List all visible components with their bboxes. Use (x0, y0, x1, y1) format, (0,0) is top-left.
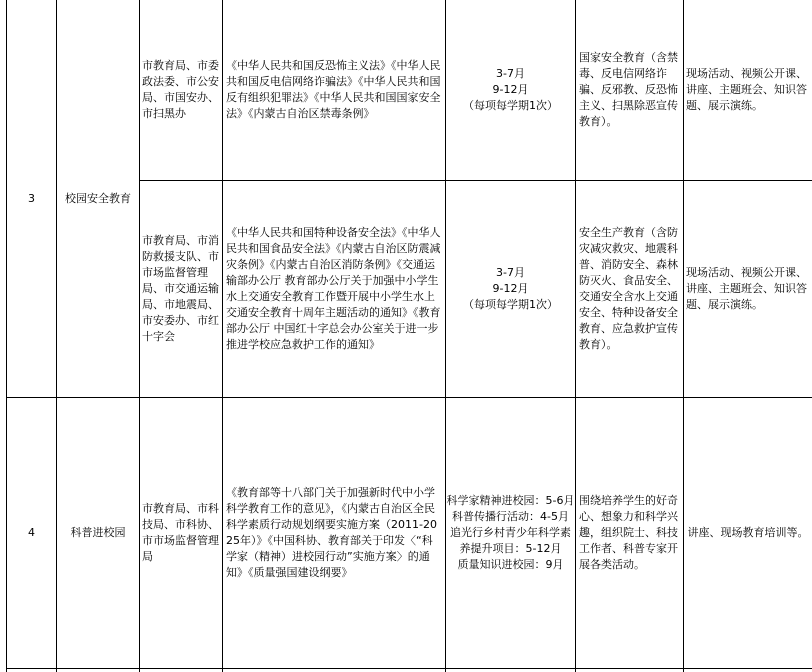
basis-cell (226, 398, 443, 668)
time-cell (446, 398, 575, 668)
time-line: 9-12月 (492, 282, 529, 295)
basis-text: 《教育部等十八部门关于加强新时代中小学科学教育工作的意见》，《内蒙古自治区全民科学素质行动规划纲要实施方案（2011-2025年）》《中国科协、教育部关于印发〈“科学家（精神）进校园行动”实施方案〉的通知》《质量强国建设纲要》 (226, 486, 437, 579)
time-cell (446, 0, 575, 180)
form-cell (686, 181, 810, 397)
basis-text: 《中华人民共和国特种设备安全法》《中华人民共和国食品安全法》《内蒙古自治区防震减灾条例》《内蒙古自治区消防条例》《交通运输部办公厅 教育部办公厅关于加强中小学生水上交通安全教育工作暨开展中小学生水上交通安全教育十周年主题活动的通知》《教育部办公厅 中国红十字总会办公室关于进一步推进学校应急救护工作的通知》 (226, 226, 441, 351)
units-text: 市教育局、市科技局、市科协、市市场监督管理局 (142, 502, 219, 563)
content-text: 国家安全教育（含禁毒、反电信网络诈骗、反邪教、反恐怖主义、扫黑除恶宣传教育）。 (579, 51, 678, 128)
form-cell (686, 398, 810, 668)
basis-cell (226, 0, 443, 180)
table-border-bottom (6, 668, 812, 669)
content-cell (579, 181, 681, 397)
time-line: 追光行乡村青少年科学素养提升项目：5-12月 (450, 526, 571, 555)
form-text: 现场活动、视频公开课、讲座、主题班会、知识答题、展示演练。 (686, 67, 807, 112)
column-divider (222, 0, 223, 672)
time-line: 3-7月 (496, 67, 525, 80)
row-number-text: 4 (28, 526, 35, 539)
time-line: 质量知识进校园：9月 (457, 558, 564, 571)
time-line: （每项每学期1次） (463, 298, 558, 311)
content-text: 围绕培养学生的好奇心、想象力和科学兴趣，组织院士、科技工作者、科普专家开展各类活动。 (579, 494, 678, 571)
row-number-text: 3 (28, 191, 35, 205)
form-text: 现场活动、视频公开课、讲座、主题班会、知识答题、展示演练。 (686, 266, 807, 311)
form-cell (686, 0, 810, 180)
basis-cell (226, 181, 443, 397)
column-divider (575, 0, 576, 672)
topic-text: 校园安全教育 (65, 191, 131, 205)
topic-cell (57, 398, 139, 668)
column-divider (139, 0, 140, 672)
time-line: 科普传播行活动：4-5月 (452, 510, 569, 523)
time-line: 3-7月 (496, 266, 525, 279)
time-line: 科学家精神进校园：5-6月 (446, 494, 575, 507)
units-text: 市教育局、市委政法委、市公安局、市国安办、市扫黑办 (142, 59, 219, 120)
units-cell (142, 0, 221, 180)
time-line: 9-12月 (492, 83, 529, 96)
form-text: 讲座、现场教育培训等。 (687, 526, 809, 539)
content-text: 安全生产教育（含防灾减灾救灾、地震科普、消防安全、森林防灭火、食品安全、交通安全含水上交通安全、特种设备安全教育、应急救护宣传教育）。 (579, 226, 678, 351)
row-number (7, 398, 56, 668)
units-cell (142, 181, 221, 397)
units-text: 市教育局、市消防救援支队、市市场监督管理局、市交通运输局、市地震局、市安委办、市红十字会 (142, 234, 219, 343)
topic-text: 科普进校园 (70, 526, 126, 539)
column-divider (683, 0, 684, 672)
basis-text: 《中华人民共和国反恐怖主义法》《中华人民共和国反电信网络诈骗法》《中华人民共和国反有组织犯罪法》《中华人民共和国国家安全法》《内蒙古自治区禁毒条例》 (226, 59, 441, 120)
time-cell (446, 181, 575, 397)
content-cell (579, 398, 681, 668)
content-cell (579, 0, 681, 180)
topic-cell (57, 0, 139, 397)
row-number (7, 0, 56, 397)
units-cell (142, 398, 221, 668)
time-line: （每项每学期1次） (463, 99, 558, 112)
